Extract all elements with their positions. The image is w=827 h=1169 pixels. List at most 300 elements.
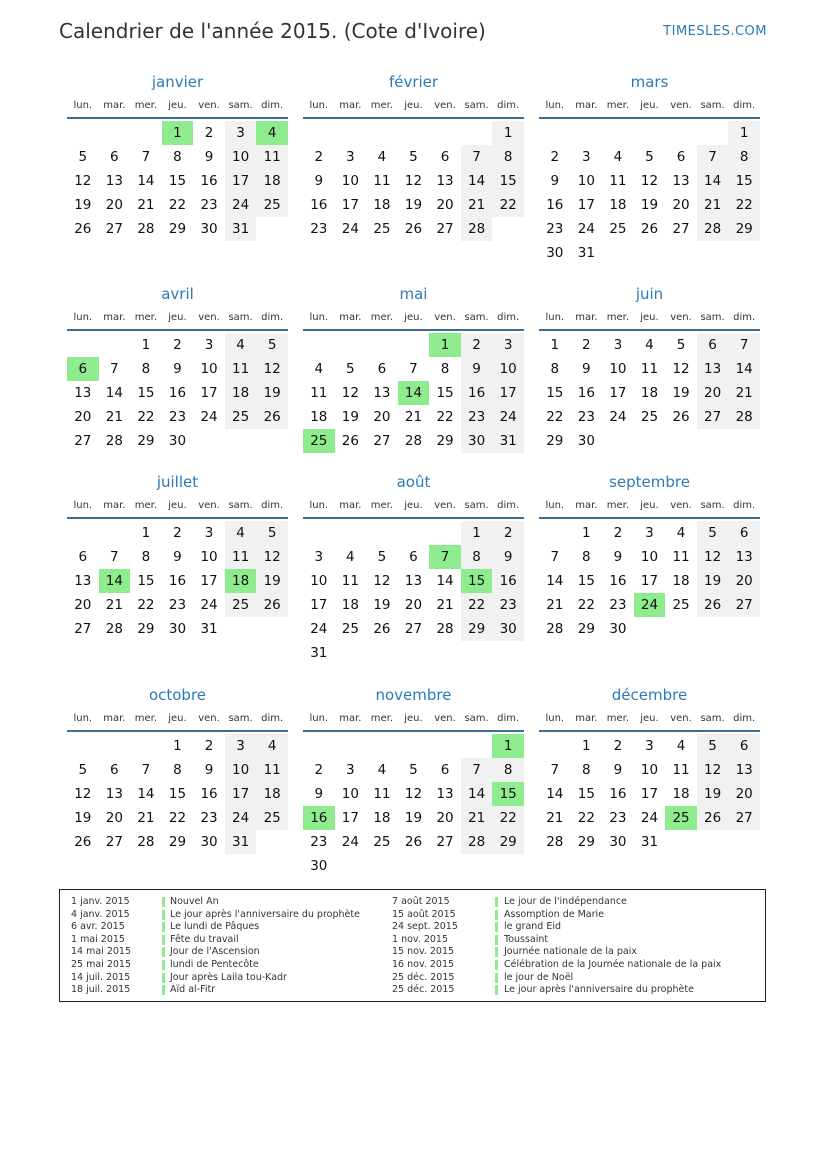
weekend-day-cell[interactable]: 8 xyxy=(492,145,524,169)
weekend-day-cell[interactable]: 22 xyxy=(492,806,524,830)
day-cell[interactable]: 18 xyxy=(373,810,391,826)
day-cell[interactable]: 3 xyxy=(204,337,214,353)
day-cell[interactable]: 31 xyxy=(640,834,659,850)
weekend-day-cell[interactable]: 10 xyxy=(225,758,257,782)
day-cell[interactable]: 2 xyxy=(582,337,591,353)
weekend-day-cell[interactable]: 24 xyxy=(225,193,257,217)
weekend-day-cell[interactable]: 18 xyxy=(256,782,288,806)
day-cell[interactable]: 20 xyxy=(436,810,454,826)
day-cell[interactable]: 30 xyxy=(577,433,595,449)
weekend-day-cell[interactable]: 6 xyxy=(728,734,760,758)
day-cell[interactable]: 17 xyxy=(609,385,627,401)
day-cell[interactable]: 23 xyxy=(609,810,627,826)
day-cell[interactable]: 16 xyxy=(200,173,218,189)
day-cell[interactable]: 14 xyxy=(105,385,123,401)
weekend-day-cell[interactable]: 2 xyxy=(492,521,524,545)
day-cell[interactable]: 23 xyxy=(310,221,328,237)
weekend-day-cell[interactable]: 12 xyxy=(697,545,729,569)
weekend-day-cell[interactable]: 6 xyxy=(697,333,729,357)
weekend-day-cell[interactable]: 29 xyxy=(728,217,760,241)
weekend-day-cell[interactable]: 28 xyxy=(728,405,760,429)
day-cell[interactable]: 31 xyxy=(577,245,595,261)
weekend-day-cell[interactable]: 26 xyxy=(256,593,288,617)
day-cell[interactable]: 19 xyxy=(404,810,423,826)
day-cell[interactable]: 4 xyxy=(377,762,387,778)
day-cell[interactable]: 8 xyxy=(173,762,182,778)
weekend-day-cell[interactable]: 26 xyxy=(256,405,288,429)
weekend-day-cell[interactable]: 21 xyxy=(697,193,729,217)
holiday-day-cell[interactable]: 16 xyxy=(303,806,335,830)
day-cell[interactable]: 26 xyxy=(672,409,690,425)
day-cell[interactable]: 16 xyxy=(609,573,627,589)
weekend-day-cell[interactable]: 24 xyxy=(492,405,524,429)
day-cell[interactable]: 16 xyxy=(168,573,187,589)
day-cell[interactable]: 5 xyxy=(676,337,686,353)
day-cell[interactable]: 15 xyxy=(137,573,155,589)
weekend-day-cell[interactable]: 22 xyxy=(728,193,760,217)
day-cell[interactable]: 23 xyxy=(200,810,218,826)
day-cell[interactable]: 7 xyxy=(110,361,119,377)
weekend-day-cell[interactable]: 13 xyxy=(697,357,729,381)
day-cell[interactable]: 7 xyxy=(550,549,560,565)
day-cell[interactable]: 4 xyxy=(314,361,324,377)
day-cell[interactable]: 19 xyxy=(74,197,92,213)
day-cell[interactable]: 18 xyxy=(341,597,359,613)
day-cell[interactable]: 17 xyxy=(200,385,218,401)
day-cell[interactable]: 20 xyxy=(74,597,92,613)
weekend-day-cell[interactable]: 11 xyxy=(225,357,257,381)
day-cell[interactable]: 9 xyxy=(314,786,324,802)
day-cell[interactable]: 31 xyxy=(200,621,218,637)
day-cell[interactable]: 25 xyxy=(373,221,391,237)
day-cell[interactable]: 3 xyxy=(582,149,591,165)
day-cell[interactable]: 2 xyxy=(613,738,623,754)
weekend-day-cell[interactable]: 19 xyxy=(697,782,729,806)
day-cell[interactable]: 4 xyxy=(377,149,387,165)
weekend-day-cell[interactable]: 12 xyxy=(256,545,288,569)
day-cell[interactable]: 26 xyxy=(341,433,359,449)
day-cell[interactable]: 12 xyxy=(404,786,423,802)
weekend-day-cell[interactable]: 14 xyxy=(728,357,760,381)
day-cell[interactable]: 6 xyxy=(409,549,418,565)
holiday-day-cell[interactable]: 1 xyxy=(162,121,194,145)
day-cell[interactable]: 24 xyxy=(577,221,595,237)
day-cell[interactable]: 19 xyxy=(404,197,423,213)
day-cell[interactable]: 21 xyxy=(137,810,155,826)
weekend-day-cell[interactable]: 28 xyxy=(461,830,493,854)
day-cell[interactable]: 13 xyxy=(105,173,123,189)
day-cell[interactable]: 29 xyxy=(168,221,187,237)
weekend-day-cell[interactable]: 20 xyxy=(728,782,760,806)
weekend-day-cell[interactable]: 22 xyxy=(461,593,493,617)
weekend-day-cell[interactable]: 13 xyxy=(728,545,760,569)
day-cell[interactable]: 5 xyxy=(645,149,654,165)
day-cell[interactable]: 11 xyxy=(310,385,328,401)
day-cell[interactable]: 23 xyxy=(609,597,627,613)
day-cell[interactable]: 29 xyxy=(168,834,187,850)
day-cell[interactable]: 23 xyxy=(546,221,564,237)
day-cell[interactable]: 31 xyxy=(310,645,328,661)
day-cell[interactable]: 28 xyxy=(105,433,123,449)
weekend-day-cell[interactable]: 8 xyxy=(492,758,524,782)
day-cell[interactable]: 29 xyxy=(137,621,155,637)
weekend-day-cell[interactable]: 21 xyxy=(461,806,493,830)
day-cell[interactable]: 1 xyxy=(550,337,560,353)
weekend-day-cell[interactable]: 21 xyxy=(461,193,493,217)
day-cell[interactable]: 8 xyxy=(440,361,450,377)
weekend-day-cell[interactable]: 28 xyxy=(697,217,729,241)
weekend-day-cell[interactable]: 23 xyxy=(461,405,493,429)
day-cell[interactable]: 19 xyxy=(672,385,690,401)
weekend-day-cell[interactable]: 25 xyxy=(225,593,257,617)
day-cell[interactable]: 13 xyxy=(672,173,690,189)
day-cell[interactable]: 20 xyxy=(74,409,92,425)
day-cell[interactable]: 27 xyxy=(672,221,690,237)
day-cell[interactable]: 11 xyxy=(341,573,359,589)
day-cell[interactable]: 10 xyxy=(640,762,659,778)
day-cell[interactable]: 7 xyxy=(141,762,151,778)
day-cell[interactable]: 29 xyxy=(577,834,595,850)
day-cell[interactable]: 10 xyxy=(577,173,595,189)
weekend-day-cell[interactable]: 27 xyxy=(697,405,729,429)
day-cell[interactable]: 1 xyxy=(141,525,151,541)
day-cell[interactable]: 8 xyxy=(582,762,591,778)
day-cell[interactable]: 11 xyxy=(609,173,627,189)
day-cell[interactable]: 8 xyxy=(141,549,151,565)
day-cell[interactable]: 25 xyxy=(341,621,359,637)
weekend-day-cell[interactable]: 7 xyxy=(461,145,493,169)
weekend-day-cell[interactable]: 9 xyxy=(492,545,524,569)
day-cell[interactable]: 1 xyxy=(141,337,151,353)
weekend-day-cell[interactable]: 14 xyxy=(697,169,729,193)
day-cell[interactable]: 15 xyxy=(577,573,595,589)
weekend-day-cell[interactable]: 29 xyxy=(492,830,524,854)
day-cell[interactable]: 29 xyxy=(137,433,155,449)
day-cell[interactable]: 20 xyxy=(436,197,454,213)
day-cell[interactable]: 18 xyxy=(373,197,391,213)
weekend-day-cell[interactable]: 31 xyxy=(225,217,257,241)
weekend-day-cell[interactable]: 5 xyxy=(256,333,288,357)
day-cell[interactable]: 10 xyxy=(200,549,218,565)
day-cell[interactable]: 17 xyxy=(310,597,328,613)
day-cell[interactable]: 4 xyxy=(645,337,654,353)
day-cell[interactable]: 9 xyxy=(550,173,560,189)
weekend-day-cell[interactable]: 18 xyxy=(225,381,257,405)
weekend-day-cell[interactable]: 13 xyxy=(728,758,760,782)
day-cell[interactable]: 9 xyxy=(613,762,623,778)
day-cell[interactable]: 23 xyxy=(168,597,187,613)
weekend-day-cell[interactable]: 19 xyxy=(697,569,729,593)
weekend-day-cell[interactable]: 14 xyxy=(461,782,493,806)
holiday-day-cell[interactable]: 7 xyxy=(429,545,461,569)
day-cell[interactable]: 28 xyxy=(546,834,564,850)
day-cell[interactable]: 27 xyxy=(105,834,123,850)
day-cell[interactable]: 11 xyxy=(373,173,391,189)
weekend-day-cell[interactable]: 3 xyxy=(225,734,257,758)
holiday-day-cell[interactable]: 1 xyxy=(429,333,461,357)
day-cell[interactable]: 20 xyxy=(373,409,391,425)
day-cell[interactable]: 6 xyxy=(676,149,686,165)
day-cell[interactable]: 21 xyxy=(105,597,123,613)
day-cell[interactable]: 8 xyxy=(582,549,591,565)
day-cell[interactable]: 17 xyxy=(640,573,659,589)
weekend-day-cell[interactable]: 4 xyxy=(225,521,257,545)
day-cell[interactable]: 3 xyxy=(346,762,355,778)
day-cell[interactable]: 15 xyxy=(577,786,595,802)
day-cell[interactable]: 22 xyxy=(168,197,187,213)
day-cell[interactable]: 14 xyxy=(137,173,155,189)
weekend-day-cell[interactable]: 5 xyxy=(697,734,729,758)
day-cell[interactable]: 17 xyxy=(200,573,218,589)
weekend-day-cell[interactable]: 10 xyxy=(225,145,257,169)
day-cell[interactable]: 22 xyxy=(137,597,155,613)
weekend-day-cell[interactable]: 23 xyxy=(492,593,524,617)
day-cell[interactable]: 20 xyxy=(105,810,123,826)
day-cell[interactable]: 4 xyxy=(676,738,686,754)
weekend-day-cell[interactable]: 1 xyxy=(492,121,524,145)
day-cell[interactable]: 12 xyxy=(373,573,391,589)
day-cell[interactable]: 7 xyxy=(550,762,560,778)
day-cell[interactable]: 10 xyxy=(640,549,659,565)
weekend-day-cell[interactable]: 6 xyxy=(728,521,760,545)
day-cell[interactable]: 12 xyxy=(74,173,92,189)
day-cell[interactable]: 2 xyxy=(314,762,324,778)
day-cell[interactable]: 16 xyxy=(577,385,595,401)
day-cell[interactable]: 8 xyxy=(173,149,182,165)
day-cell[interactable]: 5 xyxy=(377,549,387,565)
day-cell[interactable]: 24 xyxy=(640,810,659,826)
day-cell[interactable]: 10 xyxy=(609,361,627,377)
day-cell[interactable]: 10 xyxy=(310,573,328,589)
day-cell[interactable]: 2 xyxy=(314,149,324,165)
holiday-day-cell[interactable]: 15 xyxy=(492,782,524,806)
day-cell[interactable]: 10 xyxy=(341,173,359,189)
day-cell[interactable]: 6 xyxy=(440,762,450,778)
weekend-day-cell[interactable]: 4 xyxy=(225,333,257,357)
day-cell[interactable]: 22 xyxy=(546,409,564,425)
day-cell[interactable]: 12 xyxy=(341,385,359,401)
day-cell[interactable]: 3 xyxy=(314,549,324,565)
weekend-day-cell[interactable]: 15 xyxy=(492,169,524,193)
weekend-day-cell[interactable]: 11 xyxy=(256,758,288,782)
day-cell[interactable]: 16 xyxy=(200,786,218,802)
day-cell[interactable]: 4 xyxy=(346,549,355,565)
day-cell[interactable]: 3 xyxy=(204,525,214,541)
day-cell[interactable]: 25 xyxy=(373,834,391,850)
day-cell[interactable]: 1 xyxy=(173,738,182,754)
day-cell[interactable]: 17 xyxy=(341,197,359,213)
day-cell[interactable]: 7 xyxy=(409,361,418,377)
day-cell[interactable]: 22 xyxy=(577,810,595,826)
weekend-day-cell[interactable]: 25 xyxy=(256,806,288,830)
day-cell[interactable]: 24 xyxy=(200,409,218,425)
day-cell[interactable]: 5 xyxy=(409,149,418,165)
day-cell[interactable]: 11 xyxy=(672,549,690,565)
day-cell[interactable]: 1 xyxy=(582,738,591,754)
day-cell[interactable]: 29 xyxy=(577,621,595,637)
day-cell[interactable]: 14 xyxy=(546,573,564,589)
weekend-day-cell[interactable]: 10 xyxy=(492,357,524,381)
day-cell[interactable]: 30 xyxy=(200,834,218,850)
day-cell[interactable]: 18 xyxy=(672,786,690,802)
weekend-day-cell[interactable]: 26 xyxy=(697,593,729,617)
day-cell[interactable]: 26 xyxy=(404,834,423,850)
day-cell[interactable]: 21 xyxy=(546,810,564,826)
weekend-day-cell[interactable]: 16 xyxy=(492,569,524,593)
day-cell[interactable]: 7 xyxy=(141,149,151,165)
day-cell[interactable]: 3 xyxy=(645,738,654,754)
day-cell[interactable]: 28 xyxy=(137,221,155,237)
day-cell[interactable]: 21 xyxy=(436,597,454,613)
holiday-day-cell[interactable]: 25 xyxy=(303,429,335,453)
day-cell[interactable]: 9 xyxy=(204,149,214,165)
day-cell[interactable]: 11 xyxy=(373,786,391,802)
day-cell[interactable]: 14 xyxy=(546,786,564,802)
weekend-day-cell[interactable]: 8 xyxy=(728,145,760,169)
day-cell[interactable]: 8 xyxy=(550,361,560,377)
weekend-day-cell[interactable]: 11 xyxy=(256,145,288,169)
day-cell[interactable]: 28 xyxy=(546,621,564,637)
holiday-day-cell[interactable]: 25 xyxy=(665,806,697,830)
weekend-day-cell[interactable]: 5 xyxy=(256,521,288,545)
day-cell[interactable]: 7 xyxy=(110,549,119,565)
day-cell[interactable]: 9 xyxy=(613,549,623,565)
day-cell[interactable]: 23 xyxy=(310,834,328,850)
day-cell[interactable]: 3 xyxy=(613,337,623,353)
day-cell[interactable]: 30 xyxy=(200,221,218,237)
day-cell[interactable]: 29 xyxy=(546,433,564,449)
day-cell[interactable]: 9 xyxy=(204,762,214,778)
day-cell[interactable]: 5 xyxy=(78,762,88,778)
day-cell[interactable]: 6 xyxy=(440,149,450,165)
day-cell[interactable]: 10 xyxy=(200,361,218,377)
day-cell[interactable]: 2 xyxy=(204,125,214,141)
day-cell[interactable]: 24 xyxy=(341,834,359,850)
day-cell[interactable]: 13 xyxy=(436,786,454,802)
day-cell[interactable]: 6 xyxy=(110,149,119,165)
weekend-day-cell[interactable]: 7 xyxy=(461,758,493,782)
day-cell[interactable]: 17 xyxy=(640,786,659,802)
weekend-day-cell[interactable]: 9 xyxy=(461,357,493,381)
day-cell[interactable]: 16 xyxy=(609,786,627,802)
day-cell[interactable]: 19 xyxy=(341,409,359,425)
holiday-day-cell[interactable]: 24 xyxy=(634,593,666,617)
day-cell[interactable]: 4 xyxy=(613,149,623,165)
day-cell[interactable]: 13 xyxy=(74,385,92,401)
day-cell[interactable]: 30 xyxy=(168,433,187,449)
day-cell[interactable]: 23 xyxy=(168,409,187,425)
day-cell[interactable]: 16 xyxy=(310,197,328,213)
day-cell[interactable]: 25 xyxy=(672,597,690,613)
day-cell[interactable]: 21 xyxy=(404,409,423,425)
day-cell[interactable]: 27 xyxy=(74,621,92,637)
weekend-day-cell[interactable]: 17 xyxy=(492,381,524,405)
weekend-day-cell[interactable]: 22 xyxy=(492,193,524,217)
day-cell[interactable]: 30 xyxy=(168,621,187,637)
weekend-day-cell[interactable]: 1 xyxy=(461,521,493,545)
weekend-day-cell[interactable]: 30 xyxy=(492,617,524,641)
weekend-day-cell[interactable]: 16 xyxy=(461,381,493,405)
weekend-day-cell[interactable]: 4 xyxy=(256,734,288,758)
weekend-day-cell[interactable]: 29 xyxy=(461,617,493,641)
weekend-day-cell[interactable]: 14 xyxy=(461,169,493,193)
holiday-day-cell[interactable]: 1 xyxy=(492,734,524,758)
day-cell[interactable]: 16 xyxy=(546,197,564,213)
day-cell[interactable]: 22 xyxy=(577,597,595,613)
day-cell[interactable]: 22 xyxy=(436,409,454,425)
day-cell[interactable]: 23 xyxy=(577,409,595,425)
day-cell[interactable]: 30 xyxy=(546,245,564,261)
weekend-day-cell[interactable]: 27 xyxy=(728,806,760,830)
day-cell[interactable]: 18 xyxy=(672,573,690,589)
day-cell[interactable]: 2 xyxy=(173,337,182,353)
weekend-day-cell[interactable]: 19 xyxy=(256,569,288,593)
day-cell[interactable]: 24 xyxy=(609,409,627,425)
day-cell[interactable]: 21 xyxy=(546,597,564,613)
holiday-day-cell[interactable]: 14 xyxy=(99,569,131,593)
day-cell[interactable]: 25 xyxy=(640,409,659,425)
weekend-day-cell[interactable]: 27 xyxy=(728,593,760,617)
day-cell[interactable]: 15 xyxy=(436,385,454,401)
day-cell[interactable]: 23 xyxy=(200,197,218,213)
holiday-day-cell[interactable]: 4 xyxy=(256,121,288,145)
day-cell[interactable]: 2 xyxy=(173,525,182,541)
day-cell[interactable]: 6 xyxy=(78,549,88,565)
day-cell[interactable]: 20 xyxy=(672,197,690,213)
weekend-day-cell[interactable]: 12 xyxy=(697,758,729,782)
day-cell[interactable]: 12 xyxy=(640,173,659,189)
day-cell[interactable]: 22 xyxy=(137,409,155,425)
day-cell[interactable]: 16 xyxy=(168,385,187,401)
day-cell[interactable]: 12 xyxy=(404,173,423,189)
holiday-day-cell[interactable]: 6 xyxy=(67,357,99,381)
day-cell[interactable]: 15 xyxy=(168,786,187,802)
day-cell[interactable]: 3 xyxy=(645,525,654,541)
day-cell[interactable]: 18 xyxy=(640,385,659,401)
weekend-day-cell[interactable]: 28 xyxy=(461,217,493,241)
day-cell[interactable]: 9 xyxy=(582,361,591,377)
weekend-day-cell[interactable]: 17 xyxy=(225,782,257,806)
weekend-day-cell[interactable]: 3 xyxy=(225,121,257,145)
weekend-day-cell[interactable]: 11 xyxy=(225,545,257,569)
day-cell[interactable]: 11 xyxy=(672,762,690,778)
day-cell[interactable]: 28 xyxy=(137,834,155,850)
weekend-day-cell[interactable]: 26 xyxy=(697,806,729,830)
day-cell[interactable]: 19 xyxy=(640,197,659,213)
weekend-day-cell[interactable]: 3 xyxy=(492,333,524,357)
day-cell[interactable]: 4 xyxy=(676,525,686,541)
day-cell[interactable]: 26 xyxy=(640,221,659,237)
weekend-day-cell[interactable]: 31 xyxy=(492,429,524,453)
holiday-day-cell[interactable]: 18 xyxy=(225,569,257,593)
day-cell[interactable]: 30 xyxy=(310,858,328,874)
day-cell[interactable]: 10 xyxy=(341,786,359,802)
weekend-day-cell[interactable]: 25 xyxy=(225,405,257,429)
weekend-day-cell[interactable]: 2 xyxy=(461,333,493,357)
day-cell[interactable]: 26 xyxy=(404,221,423,237)
weekend-day-cell[interactable]: 24 xyxy=(225,806,257,830)
day-cell[interactable]: 11 xyxy=(640,361,659,377)
day-cell[interactable]: 28 xyxy=(404,433,423,449)
day-cell[interactable]: 2 xyxy=(550,149,560,165)
day-cell[interactable]: 26 xyxy=(373,621,391,637)
day-cell[interactable]: 27 xyxy=(436,834,454,850)
day-cell[interactable]: 15 xyxy=(137,385,155,401)
day-cell[interactable]: 13 xyxy=(74,573,92,589)
weekend-day-cell[interactable]: 15 xyxy=(728,169,760,193)
day-cell[interactable]: 19 xyxy=(74,810,92,826)
day-cell[interactable]: 18 xyxy=(310,409,328,425)
